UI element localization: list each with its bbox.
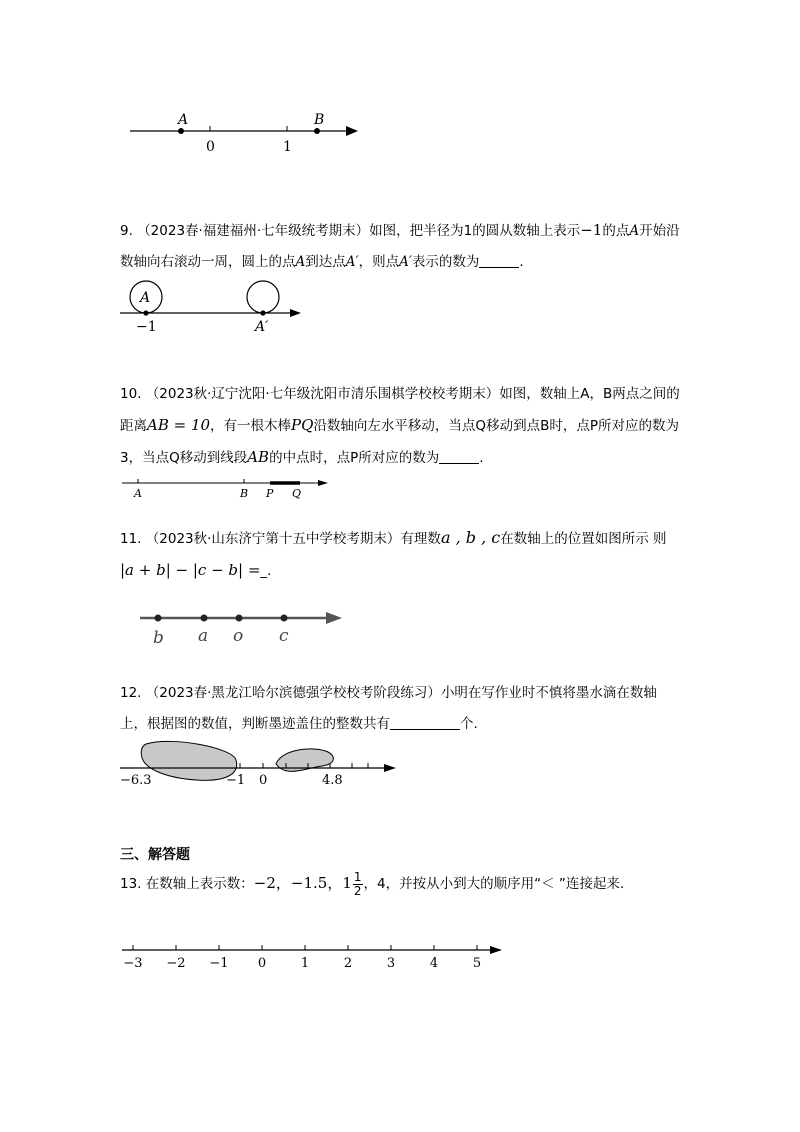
tick-label: 5 [472,956,482,971]
tick-label: 4 [429,956,439,971]
tick-label-neg1: −1 [136,319,157,335]
section-heading: 三、解答题 [120,847,190,863]
axis-arrow [318,480,328,486]
ink-blot-left [141,741,236,780]
label-a: a [198,626,209,646]
question-source: （2023秋·山东济宁第十五中学校考期末） [145,531,401,547]
question-number: 11. [120,531,142,547]
label-c: c [279,626,289,646]
question-text: 沿数轴向左水平移动，当点Q移动到点B时，点P所对应的数为3，当点Q移动到线段 [120,418,679,466]
question-end: . [479,450,484,466]
label-0: 0 [259,773,268,788]
question-9 [120,215,680,278]
math-numbers: −2，−1.5， [253,874,343,892]
point-o-dot [236,615,243,622]
label-a: A [134,487,142,500]
question-text: 个. [460,716,478,732]
label-4-8: 4.8 [322,773,343,788]
math-point: A [629,223,640,239]
answer-blank[interactable] [479,253,519,268]
question-text: 如图，数轴上A，B两点之间的距离 [120,386,680,434]
tick-label: −2 [166,956,186,971]
answer-blank[interactable] [390,715,460,730]
label-p: P [266,487,274,500]
point-a-dot [143,310,148,315]
tick-label: 0 [257,956,267,971]
question-13 [120,868,680,900]
point-a-prime-dot [260,310,265,315]
point-a-label: A [178,112,189,128]
fraction-denominator: 2 [353,883,362,898]
tick-label: 3 [386,956,396,971]
question-text: 开始沿数轴向右滚动一周，圆上的点 [120,223,680,270]
answer-blank[interactable] [439,449,479,464]
q13-number-line-figure [120,938,505,974]
question-text: 表示的数为 [411,254,480,270]
q12-ink-blot-figure [118,738,403,790]
question-source: （2023秋·辽宁沈阳·七年级沈阳市清乐围棋学校校考期末） [145,386,500,402]
question-text: 的中点时，点P所对应的数为 [269,450,440,466]
question-text: 有理数 [400,531,441,547]
point-a-prime-label: A′ [255,319,269,335]
question-number: 12. [120,685,142,701]
q9-rolling-circle-figure [118,278,308,338]
tick-label: −1 [209,956,229,971]
question-text: ，有一根木棒 [210,418,292,434]
q10-stick-figure [120,475,335,505]
question-12 [120,678,680,740]
question-11 [120,522,680,587]
label-b: b [153,628,164,648]
point-b-dot [155,615,162,622]
tick-label-0: 0 [206,139,215,155]
question-text: ，则点 [358,254,400,270]
question-text: 如图，把半径为1的圆从数轴上表示 [369,223,581,239]
tick-label: −3 [123,956,143,971]
label-q: Q [292,487,302,500]
circle-label-a: A [140,290,151,306]
question-text: 在数轴上表示数： [145,876,254,892]
answer-blank[interactable]: _. [260,563,272,579]
label-neg1: −1 [226,773,246,788]
math-variables: a , b , c [440,528,501,547]
axis-arrow [346,126,358,136]
label-neg6-3: −6.3 [120,773,152,788]
question-10 [120,379,680,474]
question-end: . [519,254,524,270]
tick-label: 2 [343,956,353,971]
question-text: 在数轴上的位置如图所示 则 [500,531,667,547]
point-b-label: B [314,112,325,128]
mixed-number-whole: 1 [342,874,352,892]
axis-arrow [326,612,342,624]
q11-number-line-figure [138,605,348,650]
label-o: o [233,626,244,646]
axis-arrow [384,764,396,772]
question-text: ，4，并按从小到大的顺序用“＜ ”连接起来. [363,876,625,892]
point-c-dot [281,615,288,622]
point-b-dot [314,128,320,134]
math-value: −1 [580,221,603,239]
tick-label: 1 [300,956,310,971]
question-number: 10. [120,386,142,402]
axis-arrow [290,309,301,317]
question-number: 13. [120,876,142,892]
q8-number-line-figure [125,110,365,158]
math-expression: |a + b| − |c − b| = [120,561,261,579]
point-a-dot [201,615,208,622]
question-source: （2023春·福建福州·七年级统考期末） [137,223,370,239]
math-equation: AB = 10 [147,416,211,434]
question-text: 的点 [602,223,630,239]
label-b: B [240,487,249,500]
ticks [123,945,481,971]
circle-end [247,281,279,313]
tick-label-1: 1 [283,139,292,155]
math-segment: PQ [291,416,314,434]
math-segment: AB [247,448,270,466]
axis-arrow [490,946,502,954]
question-text: 小明在写作业时不慎将墨水滴在数轴上，根据图的数值，判断墨迹盖住的整数共有 [120,685,657,732]
math-point: A′ [345,254,359,270]
point-a-dot [178,128,184,134]
math-point: A [295,254,306,270]
mixed-number-fraction [353,871,363,898]
question-text: 到达点 [305,254,346,270]
fraction-numerator: 1 [353,869,362,884]
question-number: 9. [120,223,133,239]
math-point: A′ [399,254,412,270]
question-source: （2023春·黑龙江哈尔滨德强学校校考阶段练习） [145,685,441,701]
